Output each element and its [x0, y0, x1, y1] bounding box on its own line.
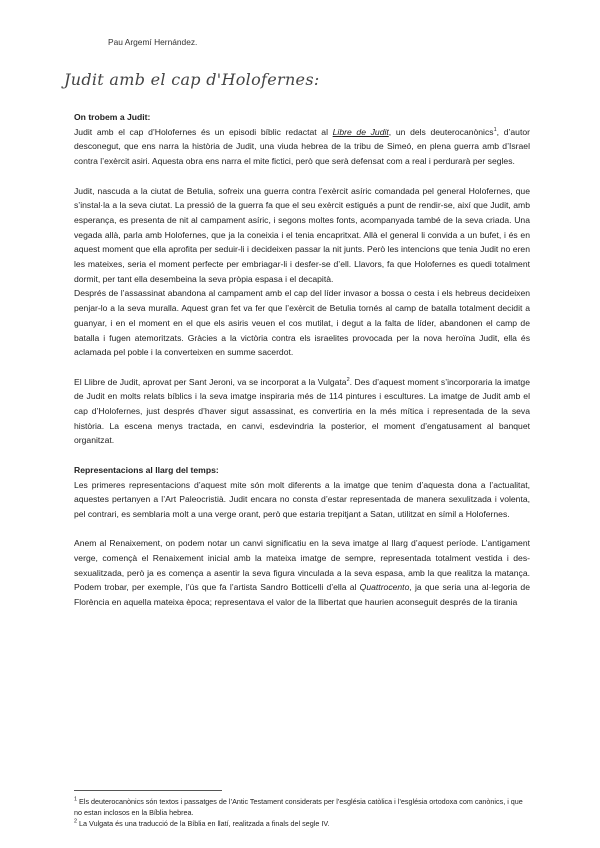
paragraph-intro-text-c: , d’autor desconegut, que ens narra la història de Judit, una viuda hebrea de la tribu de Simeó, en plena guerra amb d’Israel contra l’exèrcit asiri. Aquesta obra ens narra el mite fictici, però que serà defensat com a real i perdurarà per segles.	[74, 126, 530, 167]
document-title: Judit amb el cap d'Holofernes:	[64, 70, 320, 89]
libre-de-judit-link[interactable]: Libre de Judit	[332, 126, 389, 137]
paragraph-intro-text-a: Judit amb el cap d’Holofernes és un episodi bíblic redactat al	[74, 126, 333, 137]
footnote-2	[74, 818, 530, 829]
paragraph-vulgata-text-b: . Des d’aquest moment s’incorporaria la imatge de Judit en molts relats bíblics i la seva imatge inspiraria més de 114 pintures i escultures. La imatge de Judit amb el cap d’Holofernes, just després d’haver sigut assassinat, es convertiria en la més mítica i representada de la seva història. La escena menys tractada, en canvi, esdevindria la posterior, el moment d’engatusament al banquet organitzat.	[74, 376, 530, 446]
paragraph-renaixement-text-b: , ja que seria una al·legoria de Florència en aquella mateixa època; representava el valor de la llibertat que haurien aconseguit després de la tirania	[74, 582, 530, 608]
footnote-1-text: Els deuterocanònics són textos i passatges de l’Antic Testament considerats per l’església catòlica i l’església ortodoxa com canònics, i que no estan inclosos en la Bíblia hebrea.	[74, 797, 523, 817]
section-heading-judit: On trobem a Judit:	[74, 112, 151, 122]
paragraph-renaixement	[74, 536, 530, 610]
footnote-2-number: 2	[74, 818, 78, 825]
footnote-divider	[74, 790, 222, 791]
paragraph-vulgata	[74, 375, 530, 449]
footnote-1	[74, 796, 530, 818]
paragraph-intro-text-b: , un dels deuterocanònics	[388, 126, 494, 137]
paragraph-vulgata-text-a: El Llibre de Judit, aprovat per Sant Jeroni, va se incorporat a la Vulgata	[74, 376, 347, 387]
footnote-ref-2[interactable]: 2	[346, 376, 350, 383]
footnotes	[74, 796, 530, 829]
paragraph-intro	[74, 125, 530, 169]
paragraph-aftermath: Després de l’assassinat abandona al campament amb el cap del líder invasor a bossa o cesta i els hebreus decideixen penjar-lo a la seva muralla. Aquest gran fet va fer que l’exèrcit de Betulia tornés al camp de batalla totalment decidit a guanyar, i en el moment en el que els asiris veuen el cos mutilat, i degut a la falta de líder, abandonen el camp de batalla i fugen atemoritzats. Gràcies a la victòria contra els israelites provocada per la nova heroïna Judit, ella és aclamada pel poble i la converteixen en summe sacerdot.	[74, 288, 530, 358]
author-name: Pau Argemí Hernández.	[108, 37, 198, 47]
footnote-ref-1[interactable]: 1	[493, 126, 497, 133]
document-body	[74, 110, 530, 610]
footnote-1-number: 1	[74, 796, 78, 803]
paragraph-story: Judit, nascuda a la ciutat de Betulia, sofreix una guerra contra l’exèrcit asíric comandada pel general Holofernes, que s’instal·la a la seva ciutat. La pressió de la guerra fa que el seu exèrcit estigués a punt de rendir-se, així que Judit, amb esperança, es presenta de nit al campament asíric, i segons moltes fonts, acompanyada també de la seva criada. Una vegada allà, parla amb Holofernes, que ja la coneixia i el tenia encapritxat. Allà el general li convida a un bufet, i és en aquest moment que ella aprofita per seduir-li i decideixen passar la nit junts. Però les intencions que tenia Judit no eren les mateixes, seria el moment perfecte per embriagar-li i desfer-se d’ell. Llavors, fa que Holofernes es quedi totalment dormit, per tant ella desembeina la seva pròpia espasa i el decapità.	[74, 185, 530, 284]
quattrocento-term: Quattrocento	[359, 582, 410, 593]
paragraph-renaixement-text-a: Anem al Renaixement, on podem notar un canvi significatiu en la seva imatge al llarg d’aquest període. L’antigament verge, començà el Renaixement inicial amb la mateixa imatge de sempre, representada totalment vestida i des-sexualitzada, però ja es comença a asentir la seva figura vinculada a la seva espasa, amb la que realitza la matança. Podem trobar, per exemple, l’ús que fa l’artista Sandro Botticelli d’ella al	[74, 538, 530, 593]
section-heading-representacions: Representacions al llarg del temps:	[74, 464, 219, 475]
footnote-2-text: La Vulgata és una traducció de la Bíblia en llatí, realitzada a finals del segle IV.	[77, 819, 330, 828]
paragraph-paleocristia: Les primeres representacions d’aquest mite són molt diferents a la imatge que tenim d’aquesta dona a l’actualitat, aquestes pertanyen a l’Art Paleocristià. Judit encara no consta d’estar representada de manera sexulitzada i volenta, pel contrari, es semblaria molt a una verge orant, però que estaria trepitjant a Satan, utilitzat en símil a Holofernes.	[74, 479, 530, 519]
